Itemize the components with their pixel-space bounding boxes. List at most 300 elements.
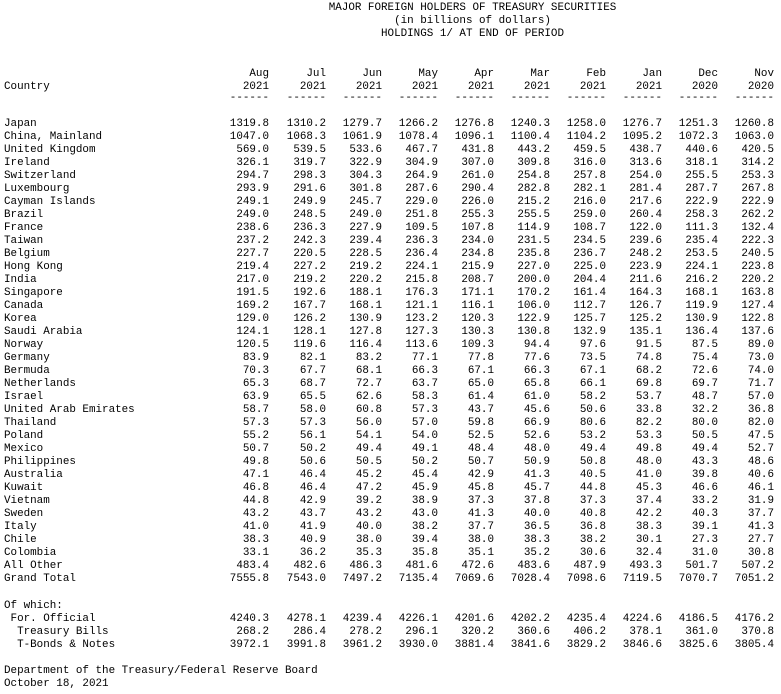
table-row-value: 94.4	[523, 339, 550, 351]
table-row-value: 236.7	[573, 248, 606, 260]
table-row-value: 57.3	[411, 404, 438, 416]
table-row-value: 43.3	[691, 456, 718, 468]
table-row-value: 66.3	[411, 365, 438, 377]
table-row-value: 249.0	[236, 209, 269, 221]
of-which-label: Of which:	[4, 600, 63, 612]
column-header-year: 2021	[467, 81, 494, 93]
table-row-value: 1104.2	[566, 131, 606, 143]
table-row-value: 68.1	[355, 365, 382, 377]
table-row-value: 294.7	[236, 170, 269, 182]
table-row-value: 27.3	[691, 534, 718, 546]
table-row-value: 32.2	[691, 404, 718, 416]
column-header-rule: ------	[454, 92, 494, 104]
table-row-value: 124.1	[236, 326, 269, 338]
table-row-value: 219.2	[349, 261, 382, 273]
country-header: Country	[4, 81, 50, 93]
table-row-value: 63.7	[411, 378, 438, 390]
table-row-name: United Arab Emirates	[4, 404, 135, 416]
column-header-year: 2021	[299, 81, 326, 93]
table-row-value: 192.6	[293, 287, 326, 299]
table-row-value: 114.9	[517, 222, 550, 234]
table-row-value: 31.0	[691, 547, 718, 559]
table-row-value: 45.9	[411, 482, 438, 494]
table-row-name: Vietnam	[4, 495, 50, 507]
column-header-year: 2021	[242, 81, 269, 93]
of-which-row-value: 4202.2	[510, 613, 550, 625]
table-row-value: 249.9	[293, 196, 326, 208]
table-row-value: 7070.7	[678, 573, 718, 585]
table-row-name: China, Mainland	[4, 131, 103, 143]
column-header-year: 2021	[523, 81, 550, 93]
table-row-value: 1240.3	[510, 118, 550, 130]
table-row-value: 66.1	[579, 378, 606, 390]
table-row-value: 58.7	[242, 404, 269, 416]
table-row-value: 257.8	[573, 170, 606, 182]
table-row-value: 72.6	[691, 365, 718, 377]
table-row-value: 38.2	[579, 534, 606, 546]
table-row-value: 40.0	[523, 508, 550, 520]
table-row-value: 234.8	[461, 248, 494, 260]
table-row-value: 48.0	[635, 456, 662, 468]
table-row-value: 56.0	[355, 417, 382, 429]
table-row-value: 73.5	[579, 352, 606, 364]
column-header-month: Dec	[698, 68, 718, 80]
table-row-value: 222.9	[685, 196, 718, 208]
table-row-value: 46.1	[747, 482, 774, 494]
table-row-value: 36.2	[299, 547, 326, 559]
table-row-value: 129.0	[236, 313, 269, 325]
of-which-row-value: 360.6	[517, 626, 550, 638]
table-row-value: 91.5	[635, 339, 662, 351]
table-row-value: 50.9	[523, 456, 550, 468]
table-row-value: 30.1	[635, 534, 662, 546]
table-row-value: 77.6	[523, 352, 550, 364]
table-row-value: 130.9	[685, 313, 718, 325]
table-row-value: 7051.2	[734, 573, 774, 585]
table-row-value: 287.7	[685, 183, 718, 195]
table-row-value: 43.7	[467, 404, 494, 416]
table-row-value: 501.7	[685, 560, 718, 572]
table-row-value: 38.9	[411, 495, 438, 507]
of-which-row-value: 3846.6	[622, 639, 662, 651]
table-row-value: 69.8	[635, 378, 662, 390]
table-row-name: Poland	[4, 430, 44, 442]
table-row-value: 251.8	[405, 209, 438, 221]
table-row-name: Japan	[4, 118, 37, 130]
table-row-value: 38.0	[355, 534, 382, 546]
table-row-value: 248.5	[293, 209, 326, 221]
table-row-value: 309.8	[517, 157, 550, 169]
table-row-value: 38.3	[635, 521, 662, 533]
table-row-value: 59.8	[467, 417, 494, 429]
table-row-value: 122.8	[741, 313, 774, 325]
table-row-value: 41.9	[299, 521, 326, 533]
of-which-row-value: 3825.6	[678, 639, 718, 651]
table-row-value: 50.2	[411, 456, 438, 468]
table-row-value: 42.9	[467, 469, 494, 481]
column-header-rule: ------	[566, 92, 606, 104]
table-row-value: 74.0	[747, 365, 774, 377]
table-row-value: 57.3	[242, 417, 269, 429]
column-header-month: Apr	[474, 68, 494, 80]
table-row-value: 40.0	[355, 521, 382, 533]
table-row-value: 75.4	[691, 352, 718, 364]
title-line-2: (in billions of dollars)	[394, 15, 551, 27]
of-which-row-value: 3930.0	[398, 639, 438, 651]
table-row-name: Norway	[4, 339, 44, 351]
table-row-value: 37.7	[467, 521, 494, 533]
table-row-value: 72.7	[355, 378, 382, 390]
table-row-value: 227.7	[236, 248, 269, 260]
of-which-row-value: 4176.2	[734, 613, 774, 625]
table-row-value: 222.9	[741, 196, 774, 208]
table-row-value: 71.7	[747, 378, 774, 390]
table-row-value: 35.2	[523, 547, 550, 559]
table-row-value: 43.2	[242, 508, 269, 520]
table-row-value: 127.8	[349, 326, 382, 338]
table-row-value: 45.2	[355, 469, 382, 481]
table-row-value: 322.9	[349, 157, 382, 169]
table-row-value: 1063.0	[734, 131, 774, 143]
table-row-value: 68.2	[635, 365, 662, 377]
table-row-value: 41.3	[747, 521, 774, 533]
table-row-value: 65.8	[523, 378, 550, 390]
table-row-value: 313.6	[629, 157, 662, 169]
table-row-value: 253.3	[741, 170, 774, 182]
table-row-value: 46.4	[299, 469, 326, 481]
table-row-value: 54.0	[411, 430, 438, 442]
table-row-name: United Kingdom	[4, 144, 96, 156]
table-row-value: 227.9	[349, 222, 382, 234]
table-row-value: 49.4	[355, 443, 382, 455]
table-row-value: 215.9	[461, 261, 494, 273]
table-row-value: 135.1	[629, 326, 662, 338]
table-row-value: 481.6	[405, 560, 438, 572]
title-line-1: MAJOR FOREIGN HOLDERS OF TREASURY SECURITIES	[328, 2, 617, 14]
table-row-value: 41.3	[523, 469, 550, 481]
table-row-name: Switzerland	[4, 170, 76, 182]
table-row-value: 237.2	[236, 235, 269, 247]
column-header-rule: ------	[622, 92, 662, 104]
table-row-value: 41.0	[242, 521, 269, 533]
table-row-value: 62.6	[355, 391, 382, 403]
table-row-value: 61.4	[467, 391, 494, 403]
table-row-value: 38.0	[467, 534, 494, 546]
table-row-name: Saudi Arabia	[4, 326, 83, 338]
table-row-value: 290.4	[461, 183, 494, 195]
table-row-value: 220.2	[741, 274, 774, 286]
table-row-value: 49.8	[242, 456, 269, 468]
table-row-value: 170.2	[517, 287, 550, 299]
table-row-value: 47.1	[242, 469, 269, 481]
table-row-value: 168.1	[349, 300, 382, 312]
table-row-value: 36.8	[747, 404, 774, 416]
column-header-month: Mar	[530, 68, 550, 80]
table-row-value: 108.7	[573, 222, 606, 234]
column-header-year: 2021	[579, 81, 606, 93]
of-which-row-name: T-Bonds & Notes	[4, 639, 116, 651]
table-row-value: 236.4	[405, 248, 438, 260]
table-row-value: 226.0	[461, 196, 494, 208]
table-row-value: 52.7	[747, 443, 774, 455]
table-row-name: Israel	[4, 391, 44, 403]
table-row-value: 239.6	[629, 235, 662, 247]
table-row-value: 49.4	[579, 443, 606, 455]
table-row-value: 50.5	[355, 456, 382, 468]
column-header-rule: ------	[229, 92, 269, 104]
table-row-value: 281.4	[629, 183, 662, 195]
table-row-value: 57.0	[747, 391, 774, 403]
table-row-value: 130.3	[461, 326, 494, 338]
table-row-value: 1047.0	[229, 131, 269, 143]
table-row-value: 493.3	[629, 560, 662, 572]
table-row-value: 125.2	[629, 313, 662, 325]
table-row-value: 249.0	[349, 209, 382, 221]
table-row-value: 224.1	[685, 261, 718, 273]
table-row-value: 45.6	[523, 404, 550, 416]
table-row-value: 65.3	[242, 378, 269, 390]
table-row-value: 57.0	[411, 417, 438, 429]
table-row-value: 44.8	[242, 495, 269, 507]
column-header-year: 2021	[411, 81, 438, 93]
of-which-row-value: 3805.4	[734, 639, 774, 651]
of-which-row-value: 370.8	[741, 626, 774, 638]
footer-date: October 18, 2021	[4, 678, 109, 690]
table-row-value: 293.9	[236, 183, 269, 195]
table-row-value: 1260.8	[734, 118, 774, 130]
table-row-value: 1276.7	[622, 118, 662, 130]
table-row-value: 50.7	[467, 456, 494, 468]
table-row-value: 215.2	[517, 196, 550, 208]
table-row-value: 83.9	[242, 352, 269, 364]
table-row-name: Colombia	[4, 547, 57, 559]
table-row-value: 176.3	[405, 287, 438, 299]
table-row-value: 1061.9	[342, 131, 382, 143]
table-row-value: 298.3	[293, 170, 326, 182]
of-which-row-value: 406.2	[573, 626, 606, 638]
table-row-value: 1276.8	[454, 118, 494, 130]
table-row-value: 33.1	[242, 547, 269, 559]
column-header-month: Nov	[754, 68, 774, 80]
table-row-name: Netherlands	[4, 378, 76, 390]
table-row-value: 46.6	[691, 482, 718, 494]
table-row-value: 130.9	[349, 313, 382, 325]
column-header-year: 2021	[635, 81, 662, 93]
of-which-row-value: 4278.1	[286, 613, 326, 625]
table-row-value: 223.8	[741, 261, 774, 273]
table-row-value: 27.7	[747, 534, 774, 546]
table-row-value: 40.6	[747, 469, 774, 481]
of-which-row-value: 4240.3	[229, 613, 269, 625]
of-which-row-value: 286.4	[293, 626, 326, 638]
table-row-value: 569.0	[236, 144, 269, 156]
of-which-row-value: 4235.4	[566, 613, 606, 625]
table-row-name: Cayman Islands	[4, 196, 96, 208]
table-row-value: 47.2	[355, 482, 382, 494]
column-header-rule: ------	[734, 92, 774, 104]
table-row-value: 48.6	[747, 456, 774, 468]
table-row-value: 443.2	[517, 144, 550, 156]
table-row-value: 40.8	[579, 508, 606, 520]
table-row-value: 38.3	[242, 534, 269, 546]
table-row-value: 282.8	[517, 183, 550, 195]
table-row-name: Brazil	[4, 209, 44, 221]
table-row-value: 50.5	[691, 430, 718, 442]
table-row-value: 126.2	[293, 313, 326, 325]
table-row-value: 74.8	[635, 352, 662, 364]
table-row-value: 87.5	[691, 339, 718, 351]
column-header-month: Jul	[306, 68, 326, 80]
table-row-value: 482.6	[293, 560, 326, 572]
table-row-value: 217.6	[629, 196, 662, 208]
table-row-value: 127.3	[405, 326, 438, 338]
table-row-value: 1100.4	[510, 131, 550, 143]
table-row-value: 225.0	[573, 261, 606, 273]
table-row-value: 73.0	[747, 352, 774, 364]
table-row-value: 507.2	[741, 560, 774, 572]
table-row-value: 255.5	[517, 209, 550, 221]
table-row-value: 77.8	[467, 352, 494, 364]
table-row-value: 49.8	[635, 443, 662, 455]
table-row-value: 240.5	[741, 248, 774, 260]
table-row-value: 248.2	[629, 248, 662, 260]
table-row-value: 164.3	[629, 287, 662, 299]
table-row-value: 32.4	[635, 547, 662, 559]
table-row-value: 254.0	[629, 170, 662, 182]
table-row-value: 459.5	[573, 144, 606, 156]
table-row-value: 65.0	[467, 378, 494, 390]
table-row-value: 254.8	[517, 170, 550, 182]
table-row-value: 249.1	[236, 196, 269, 208]
table-row-value: 126.7	[629, 300, 662, 312]
table-row-value: 227.0	[517, 261, 550, 273]
table-row-value: 211.6	[629, 274, 662, 286]
table-row-name: Ireland	[4, 157, 50, 169]
table-row-value: 217.0	[236, 274, 269, 286]
table-row-value: 45.7	[523, 482, 550, 494]
column-header-month: Jan	[642, 68, 662, 80]
table-row-value: 301.8	[349, 183, 382, 195]
table-row-value: 119.9	[685, 300, 718, 312]
table-row-value: 33.8	[635, 404, 662, 416]
table-row-value: 438.7	[629, 144, 662, 156]
table-row-value: 36.5	[523, 521, 550, 533]
table-row-name: Sweden	[4, 508, 44, 520]
table-row-value: 239.4	[349, 235, 382, 247]
table-row-value: 67.1	[579, 365, 606, 377]
table-row-value: 67.7	[299, 365, 326, 377]
table-row-value: 39.1	[691, 521, 718, 533]
table-row-value: 7497.2	[342, 573, 382, 585]
table-row-name: Canada	[4, 300, 44, 312]
table-row-value: 49.1	[411, 443, 438, 455]
table-row-value: 1279.7	[342, 118, 382, 130]
table-row-value: 255.3	[461, 209, 494, 221]
table-row-value: 431.8	[461, 144, 494, 156]
table-row-value: 37.4	[635, 495, 662, 507]
table-row-value: 253.5	[685, 248, 718, 260]
table-row-value: 208.7	[461, 274, 494, 286]
table-row-value: 1068.3	[286, 131, 326, 143]
table-row-value: 48.7	[691, 391, 718, 403]
table-row-value: 260.4	[629, 209, 662, 221]
table-row-value: 37.3	[467, 495, 494, 507]
table-row-value: 107.8	[461, 222, 494, 234]
table-row-value: 235.8	[517, 248, 550, 260]
of-which-row-value: 4239.4	[342, 613, 382, 625]
table-row-value: 487.9	[573, 560, 606, 572]
table-row-value: 111.3	[685, 222, 718, 234]
column-header-rule: ------	[398, 92, 438, 104]
table-row-value: 264.9	[405, 170, 438, 182]
table-row-value: 116.4	[349, 339, 382, 351]
table-row-value: 238.6	[236, 222, 269, 234]
table-row-value: 47.5	[747, 430, 774, 442]
table-row-value: 220.2	[349, 274, 382, 286]
table-row-value: 60.8	[355, 404, 382, 416]
table-row-name: France	[4, 222, 44, 234]
table-row-value: 161.4	[573, 287, 606, 299]
table-row-value: 42.2	[635, 508, 662, 520]
table-row-value: 46.8	[242, 482, 269, 494]
of-which-row-value: 3961.2	[342, 639, 382, 651]
table-row-value: 83.2	[355, 352, 382, 364]
table-row-value: 483.4	[236, 560, 269, 572]
table-row-value: 106.0	[517, 300, 550, 312]
table-row-value: 467.7	[405, 144, 438, 156]
of-which-row-value: 4201.6	[454, 613, 494, 625]
table-row-value: 63.9	[242, 391, 269, 403]
table-row-value: 70.3	[242, 365, 269, 377]
table-row-value: 472.6	[461, 560, 494, 572]
table-row-value: 122.0	[629, 222, 662, 234]
table-row-value: 258.3	[685, 209, 718, 221]
table-row-value: 136.4	[685, 326, 718, 338]
table-row-value: 1078.4	[398, 131, 438, 143]
table-row-value: 119.6	[293, 339, 326, 351]
table-row-value: 40.5	[579, 469, 606, 481]
table-row-value: 53.2	[579, 430, 606, 442]
column-header-rule: ------	[342, 92, 382, 104]
table-row-name: Hong Kong	[4, 261, 63, 273]
table-row-value: 50.8	[579, 456, 606, 468]
table-row-value: 45.4	[411, 469, 438, 481]
table-row-value: 1095.2	[622, 131, 662, 143]
table-row-value: 216.0	[573, 196, 606, 208]
table-row-value: 236.3	[405, 235, 438, 247]
table-row-value: 219.4	[236, 261, 269, 273]
table-row-value: 1310.2	[286, 118, 326, 130]
table-row-value: 287.6	[405, 183, 438, 195]
table-row-value: 43.0	[411, 508, 438, 520]
table-row-value: 61.0	[523, 391, 550, 403]
table-row-value: 291.6	[293, 183, 326, 195]
table-row-value: 223.9	[629, 261, 662, 273]
table-row-value: 116.1	[461, 300, 494, 312]
table-row-value: 45.3	[635, 482, 662, 494]
table-row-value: 41.0	[635, 469, 662, 481]
table-row-value: 204.4	[573, 274, 606, 286]
table-row-value: 80.6	[579, 417, 606, 429]
table-row-name: Luxembourg	[4, 183, 70, 195]
column-header-month: Aug	[249, 68, 269, 80]
table-row-value: 420.5	[741, 144, 774, 156]
of-which-row-value: 296.1	[405, 626, 438, 638]
table-row-value: 483.6	[517, 560, 550, 572]
table-row-value: 45.8	[467, 482, 494, 494]
table-row-value: 82.0	[747, 417, 774, 429]
table-row-value: 53.3	[635, 430, 662, 442]
